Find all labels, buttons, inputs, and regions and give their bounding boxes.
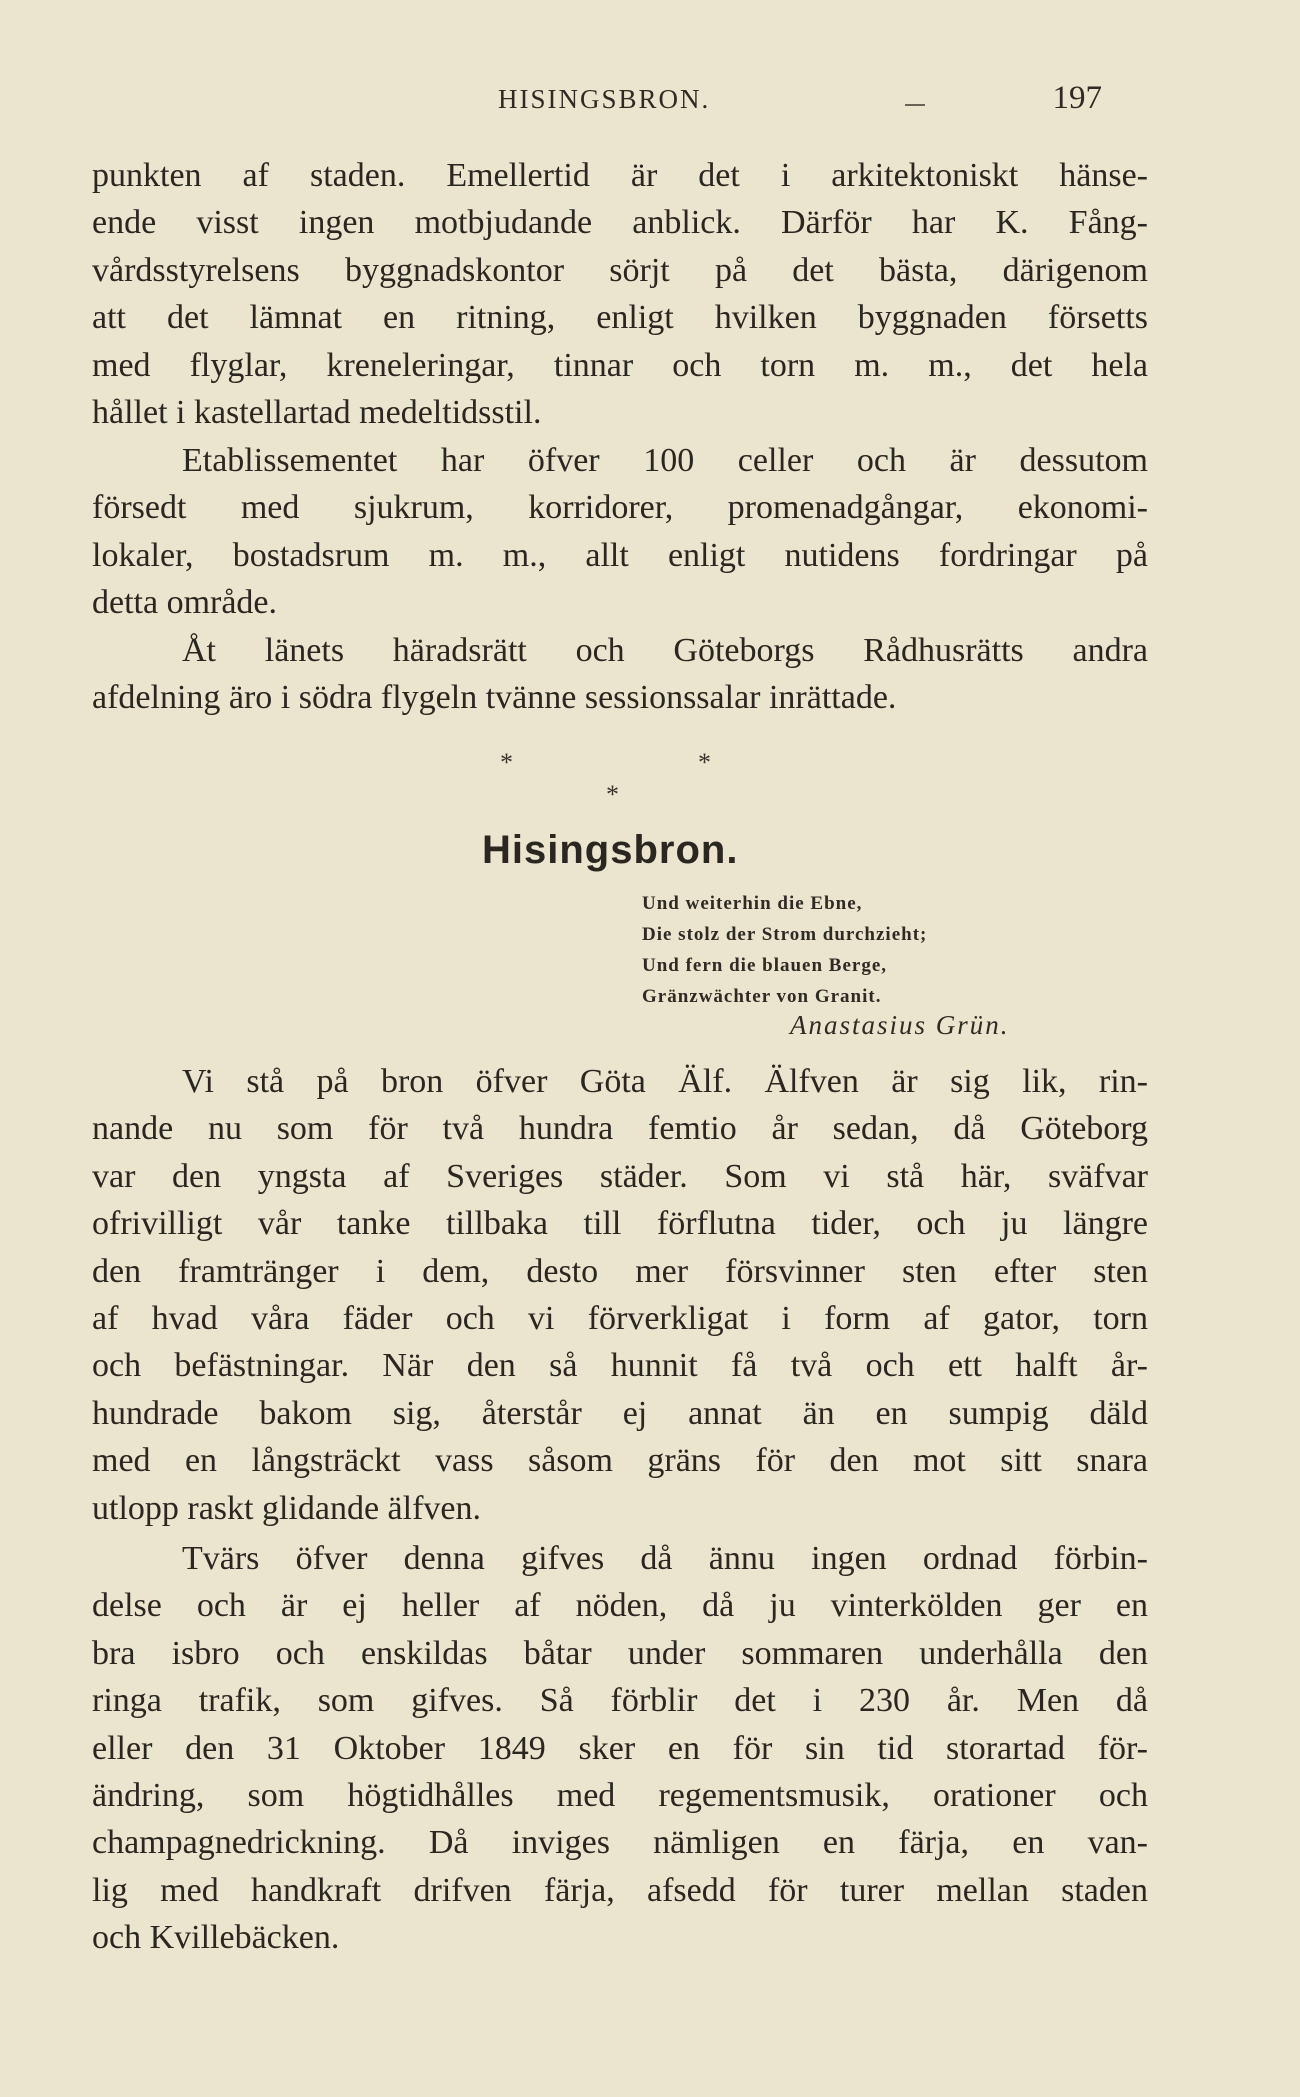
- text-line: med flyglar, kreneleringar, tinnar och torn m. m., det hela: [92, 346, 1148, 384]
- paragraph-courts: [92, 627, 1148, 722]
- text-line: afdelning äro i södra flygeln tvänne sessionssalar inrättade.: [92, 679, 897, 717]
- text-line: nande nu som för två hundra femtio år sedan, då Göteborg: [92, 1110, 1148, 1148]
- asterisk: *: [698, 748, 711, 777]
- text-line: lokaler, bostadsrum m. m., allt enligt nutidens fordringar på: [92, 536, 1148, 574]
- asterisk: *: [500, 748, 513, 777]
- text-line: med en långsträckt vass såsom gräns för den mot sitt snara: [92, 1442, 1148, 1480]
- text-line: Etablissementet har öfver 100 celler och är dessutom: [182, 442, 1148, 479]
- text-line: hundrade bakom sig, återstår ej annat än en sumpig däld: [92, 1394, 1148, 1432]
- text-line: Vi stå på bron öfver Göta Älf. Älfven är sig lik, rin-: [182, 1063, 1148, 1100]
- text-line: ringa trafik, som gifves. Så förblir det i 230 år. Men då: [92, 1682, 1148, 1720]
- epigraph-line: Die stolz der Strom durchzieht;: [642, 924, 928, 945]
- text-line: eller den 31 Oktober 1849 sker en för sin tid storartad för-: [92, 1729, 1148, 1767]
- text-line: detta område.: [92, 584, 278, 622]
- section-break: [0, 748, 1300, 818]
- epigraph-line: Und fern die blauen Berge,: [642, 955, 888, 976]
- text-line: den framtränger i dem, desto mer försvinner sten efter sten: [92, 1252, 1148, 1290]
- text-line: hållet i kastellartad medeltidsstil.: [92, 394, 542, 432]
- epigraph-line: Gränzwächter von Granit.: [642, 986, 882, 1007]
- paragraph-establishment: [92, 437, 1148, 627]
- text-line: delse och är ej heller af nöden, då ju vinterkölden ger en: [92, 1587, 1148, 1625]
- text-line: vårdsstyrelsens byggnadskontor sörjt på det bästa, därigenom: [92, 251, 1148, 289]
- paragraph-ferry: [92, 1535, 1148, 1962]
- paragraph-bridge: [92, 1058, 1148, 1532]
- text-line: var den yngsta af Sveriges städer. Som vi stå här, sväfvar: [92, 1157, 1148, 1195]
- text-line: lig med handkraft drifven färja, afsedd för turer mellan staden: [92, 1871, 1148, 1909]
- asterisk: *: [606, 780, 619, 809]
- text-line: utlopp raskt glidande älfven.: [92, 1489, 482, 1527]
- section-title: Hisingsbron.: [482, 828, 739, 872]
- text-line: af hvad våra fäder och vi förverkligat i form af gator, torn: [92, 1300, 1148, 1338]
- text-line: ändring, som högtidhålles med regementsmusik, orationer och: [92, 1777, 1148, 1815]
- text-line: punkten af staden. Emellertid är det i arkitektoniskt hänse-: [92, 157, 1148, 194]
- text-line: försedt med sjukrum, korridorer, promenadgångar, ekonomi-: [92, 489, 1148, 527]
- epigraph-author: Anastasius Grün.: [790, 1010, 1010, 1040]
- header-dash: [905, 104, 925, 106]
- epigraph-line: Und weiterhin die Ebne,: [642, 893, 863, 914]
- text-line: bra isbro och enskildas båtar under sommaren underhålla den: [92, 1634, 1148, 1672]
- page-number: 197: [1052, 80, 1102, 116]
- text-line: att det lämnat en ritning, enligt hvilken byggnaden försetts: [92, 299, 1148, 337]
- text-line: och befästningar. När den så hunnit få två och ett halft år-: [92, 1347, 1148, 1385]
- text-line: Tvärs öfver denna gifves då ännu ingen ordnad förbin-: [182, 1540, 1148, 1577]
- epigraph: [642, 888, 1022, 1012]
- text-line: champagnedrickning. Då inviges nämligen en färja, en van-: [92, 1824, 1148, 1862]
- running-title: HISINGSBRON.: [498, 84, 711, 114]
- text-line: ende visst ingen motbjudande anblick. Därför har K. Fång-: [92, 204, 1148, 242]
- paragraph-continuation: [92, 152, 1148, 436]
- text-line: och Kvillebäcken.: [92, 1919, 340, 1957]
- page-header: [92, 80, 1102, 130]
- text-line: ofrivilligt vår tanke tillbaka till förflutna tider, och ju längre: [92, 1205, 1148, 1243]
- text-line: Åt länets häradsrätt och Göteborgs Rådhusrätts andra: [182, 632, 1148, 669]
